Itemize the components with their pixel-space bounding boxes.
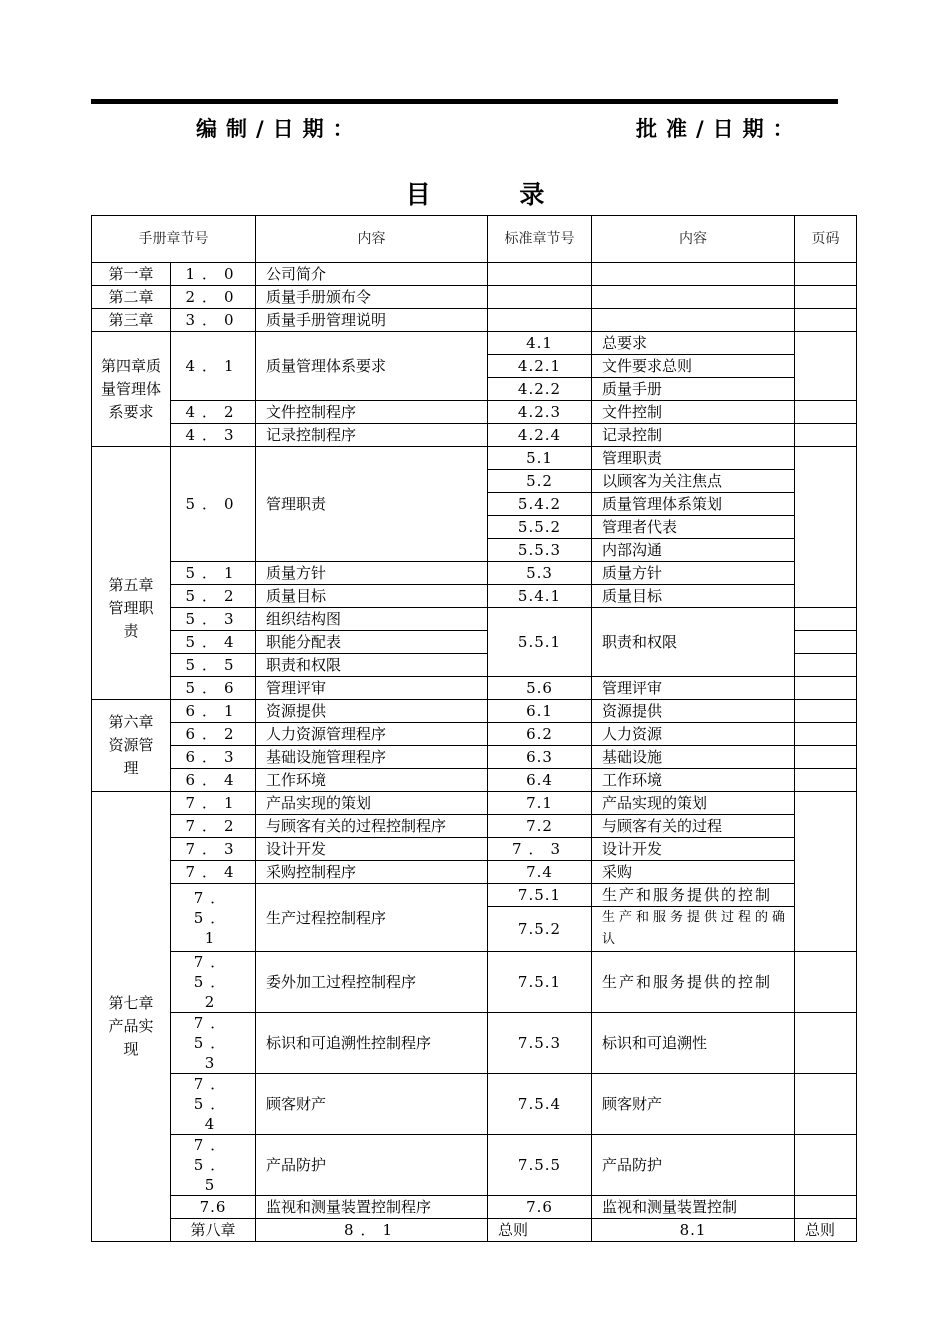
table-row <box>92 1219 857 1242</box>
std-number: 4.2.1 <box>488 355 592 378</box>
std-content: 采购 <box>592 861 795 884</box>
section-content: 人力资源管理程序 <box>256 723 488 746</box>
table-row <box>92 952 857 1013</box>
section-content: 质量手册管理说明 <box>256 309 488 332</box>
std-number: 7.1 <box>488 792 592 815</box>
table-row <box>92 1196 857 1219</box>
compiled-date-label: 编制/日期： <box>196 117 363 141</box>
section-content: 管理评审 <box>256 677 488 700</box>
section-number: 5．1 <box>171 562 256 585</box>
std-content: 管理职责 <box>592 447 795 470</box>
std-number: 6.1 <box>488 700 592 723</box>
section-number: 7.6 <box>171 1196 256 1219</box>
section-number: 8．1 <box>256 1219 488 1242</box>
std-number: 5.4.2 <box>488 493 592 516</box>
section-content: 与顾客有关的过程控制程序 <box>256 815 488 838</box>
section-number: 7．5．4 <box>171 1074 256 1135</box>
chapter-cell: 第三章 <box>92 309 171 332</box>
chapter-cell: 第一章 <box>92 263 171 286</box>
table-row <box>92 309 857 332</box>
std-number: 5.5.1 <box>488 608 592 677</box>
section-content: 文件控制程序 <box>256 401 488 424</box>
section-number: 7．5．2 <box>171 952 256 1013</box>
section-number: 6．1 <box>171 700 256 723</box>
std-content: 监视和测量装置控制 <box>592 1196 795 1219</box>
std-number: 7.5.2 <box>488 907 592 952</box>
table-row <box>92 884 857 907</box>
section-content: 公司简介 <box>256 263 488 286</box>
std-content: 人力资源 <box>592 723 795 746</box>
chapter-cell: 第四章质量管理体系要求 <box>92 332 171 447</box>
std-content: 管理者代表 <box>592 516 795 539</box>
std-content: 生产和服务提供过程的确认 <box>592 907 795 952</box>
table-row <box>92 332 857 355</box>
section-content: 采购控制程序 <box>256 861 488 884</box>
table-header-row <box>92 216 857 263</box>
section-content: 职能分配表 <box>256 631 488 654</box>
section-number: 7．5．1 <box>171 884 256 952</box>
std-content: 总则 <box>795 1219 857 1242</box>
std-content: 顾客财产 <box>592 1074 795 1135</box>
std-number: 7.2 <box>488 815 592 838</box>
table-row <box>92 746 857 769</box>
std-content: 文件要求总则 <box>592 355 795 378</box>
section-number: 7．3 <box>171 838 256 861</box>
section-content: 总则 <box>488 1219 592 1242</box>
section-content: 标识和可追溯性控制程序 <box>256 1013 488 1074</box>
header-content: 内容 <box>256 216 488 263</box>
section-content: 产品实现的策划 <box>256 792 488 815</box>
section-content: 组织结构图 <box>256 608 488 631</box>
section-number: 3．0 <box>171 309 256 332</box>
std-number: 4.1 <box>488 332 592 355</box>
std-content: 基础设施 <box>592 746 795 769</box>
section-number: 5．0 <box>171 447 256 562</box>
chapter-cell: 第五章管理职责 <box>92 447 171 700</box>
std-content: 以顾客为关注焦点 <box>592 470 795 493</box>
section-number: 6．4 <box>171 769 256 792</box>
section-content: 质量目标 <box>256 585 488 608</box>
section-number: 7．5．3 <box>171 1013 256 1074</box>
std-number: 4.2.3 <box>488 401 592 424</box>
section-number: 4．1 <box>171 332 256 401</box>
std-content: 质量目标 <box>592 585 795 608</box>
section-number: 4．3 <box>171 424 256 447</box>
table-row <box>92 562 857 585</box>
section-number: 5．6 <box>171 677 256 700</box>
table-row <box>92 815 857 838</box>
section-number: 7．5．5 <box>171 1135 256 1196</box>
section-content: 监视和测量装置控制程序 <box>256 1196 488 1219</box>
std-number: 7.5.1 <box>488 952 592 1013</box>
section-number: 5．3 <box>171 608 256 631</box>
std-content: 总要求 <box>592 332 795 355</box>
section-content: 管理职责 <box>256 447 488 562</box>
std-content: 记录控制 <box>592 424 795 447</box>
std-number: 5.5.3 <box>488 539 592 562</box>
std-number: 7.5.4 <box>488 1074 592 1135</box>
table-row <box>92 608 857 631</box>
table-row <box>92 286 857 309</box>
std-content: 质量管理体系策划 <box>592 493 795 516</box>
table-row <box>92 792 857 815</box>
header-manual-section: 手册章节号 <box>92 216 256 263</box>
chapter-cell: 第七章产品实现 <box>92 792 171 1242</box>
table-row <box>92 447 857 470</box>
section-content: 质量方针 <box>256 562 488 585</box>
chapter-cell: 第六章资源管理 <box>92 700 171 792</box>
std-number: 6.4 <box>488 769 592 792</box>
std-number: 7.5.5 <box>488 1135 592 1196</box>
std-content: 质量手册 <box>592 378 795 401</box>
section-content: 生产过程控制程序 <box>256 884 488 952</box>
table-row <box>92 700 857 723</box>
section-content: 质量手册颁布令 <box>256 286 488 309</box>
section-number: 7．4 <box>171 861 256 884</box>
std-content: 资源提供 <box>592 700 795 723</box>
table-row <box>92 723 857 746</box>
section-content: 委外加工过程控制程序 <box>256 952 488 1013</box>
section-number: 5．4 <box>171 631 256 654</box>
header-rule <box>91 99 838 104</box>
table-row <box>92 424 857 447</box>
std-content: 生产和服务提供的控制 <box>592 952 795 1013</box>
section-content: 质量管理体系要求 <box>256 332 488 401</box>
std-content: 职责和权限 <box>592 608 795 677</box>
std-number: 6.2 <box>488 723 592 746</box>
section-content: 职责和权限 <box>256 654 488 677</box>
std-content: 质量方针 <box>592 562 795 585</box>
std-number: 5.6 <box>488 677 592 700</box>
section-content: 产品防护 <box>256 1135 488 1196</box>
table-row <box>92 401 857 424</box>
header-std-content: 内容 <box>592 216 795 263</box>
section-content: 记录控制程序 <box>256 424 488 447</box>
section-number: 4．2 <box>171 401 256 424</box>
section-content: 基础设施管理程序 <box>256 746 488 769</box>
std-content: 文件控制 <box>592 401 795 424</box>
section-number: 7．1 <box>171 792 256 815</box>
table-row <box>92 1013 857 1074</box>
std-number: 4.2.4 <box>488 424 592 447</box>
table-row <box>92 263 857 286</box>
section-content: 工作环境 <box>256 769 488 792</box>
std-number: 5.2 <box>488 470 592 493</box>
header-standard-section: 标准章节号 <box>488 216 592 263</box>
chapter-cell: 第二章 <box>92 286 171 309</box>
std-number: 7．3 <box>488 838 592 861</box>
section-number: 7．2 <box>171 815 256 838</box>
std-content: 管理评审 <box>592 677 795 700</box>
std-content: 生产和服务提供的控制 <box>592 884 795 907</box>
std-content: 产品实现的策划 <box>592 792 795 815</box>
std-number: 6.3 <box>488 746 592 769</box>
table-row <box>92 1135 857 1196</box>
section-number: 6．3 <box>171 746 256 769</box>
std-number: 7.5.3 <box>488 1013 592 1074</box>
table-row <box>92 677 857 700</box>
section-number: 1．0 <box>171 263 256 286</box>
std-content: 工作环境 <box>592 769 795 792</box>
approved-date-label: 批准/日期： <box>636 117 803 141</box>
toc-table <box>91 215 857 1242</box>
std-number: 5.5.2 <box>488 516 592 539</box>
table-row <box>92 769 857 792</box>
section-content: 顾客财产 <box>256 1074 488 1135</box>
table-row <box>92 838 857 861</box>
std-number: 7.4 <box>488 861 592 884</box>
std-number: 5.1 <box>488 447 592 470</box>
std-content: 标识和可追溯性 <box>592 1013 795 1074</box>
page-title: 目 录 <box>405 180 585 209</box>
std-number: 8.1 <box>592 1219 795 1242</box>
section-number: 6．2 <box>171 723 256 746</box>
std-number: 5.4.1 <box>488 585 592 608</box>
table-row <box>92 585 857 608</box>
section-content: 设计开发 <box>256 838 488 861</box>
std-number: 5.3 <box>488 562 592 585</box>
std-number: 7.5.1 <box>488 884 592 907</box>
section-number: 5．2 <box>171 585 256 608</box>
section-content: 资源提供 <box>256 700 488 723</box>
table-row <box>92 1074 857 1135</box>
std-content: 产品防护 <box>592 1135 795 1196</box>
table-row <box>92 861 857 884</box>
chapter-cell: 第八章 <box>171 1219 256 1242</box>
std-content: 设计开发 <box>592 838 795 861</box>
header-page: 页码 <box>795 216 857 263</box>
section-number: 5．5 <box>171 654 256 677</box>
section-number: 2．0 <box>171 286 256 309</box>
std-content: 与顾客有关的过程 <box>592 815 795 838</box>
std-number: 4.2.2 <box>488 378 592 401</box>
std-number: 7.6 <box>488 1196 592 1219</box>
std-content: 内部沟通 <box>592 539 795 562</box>
